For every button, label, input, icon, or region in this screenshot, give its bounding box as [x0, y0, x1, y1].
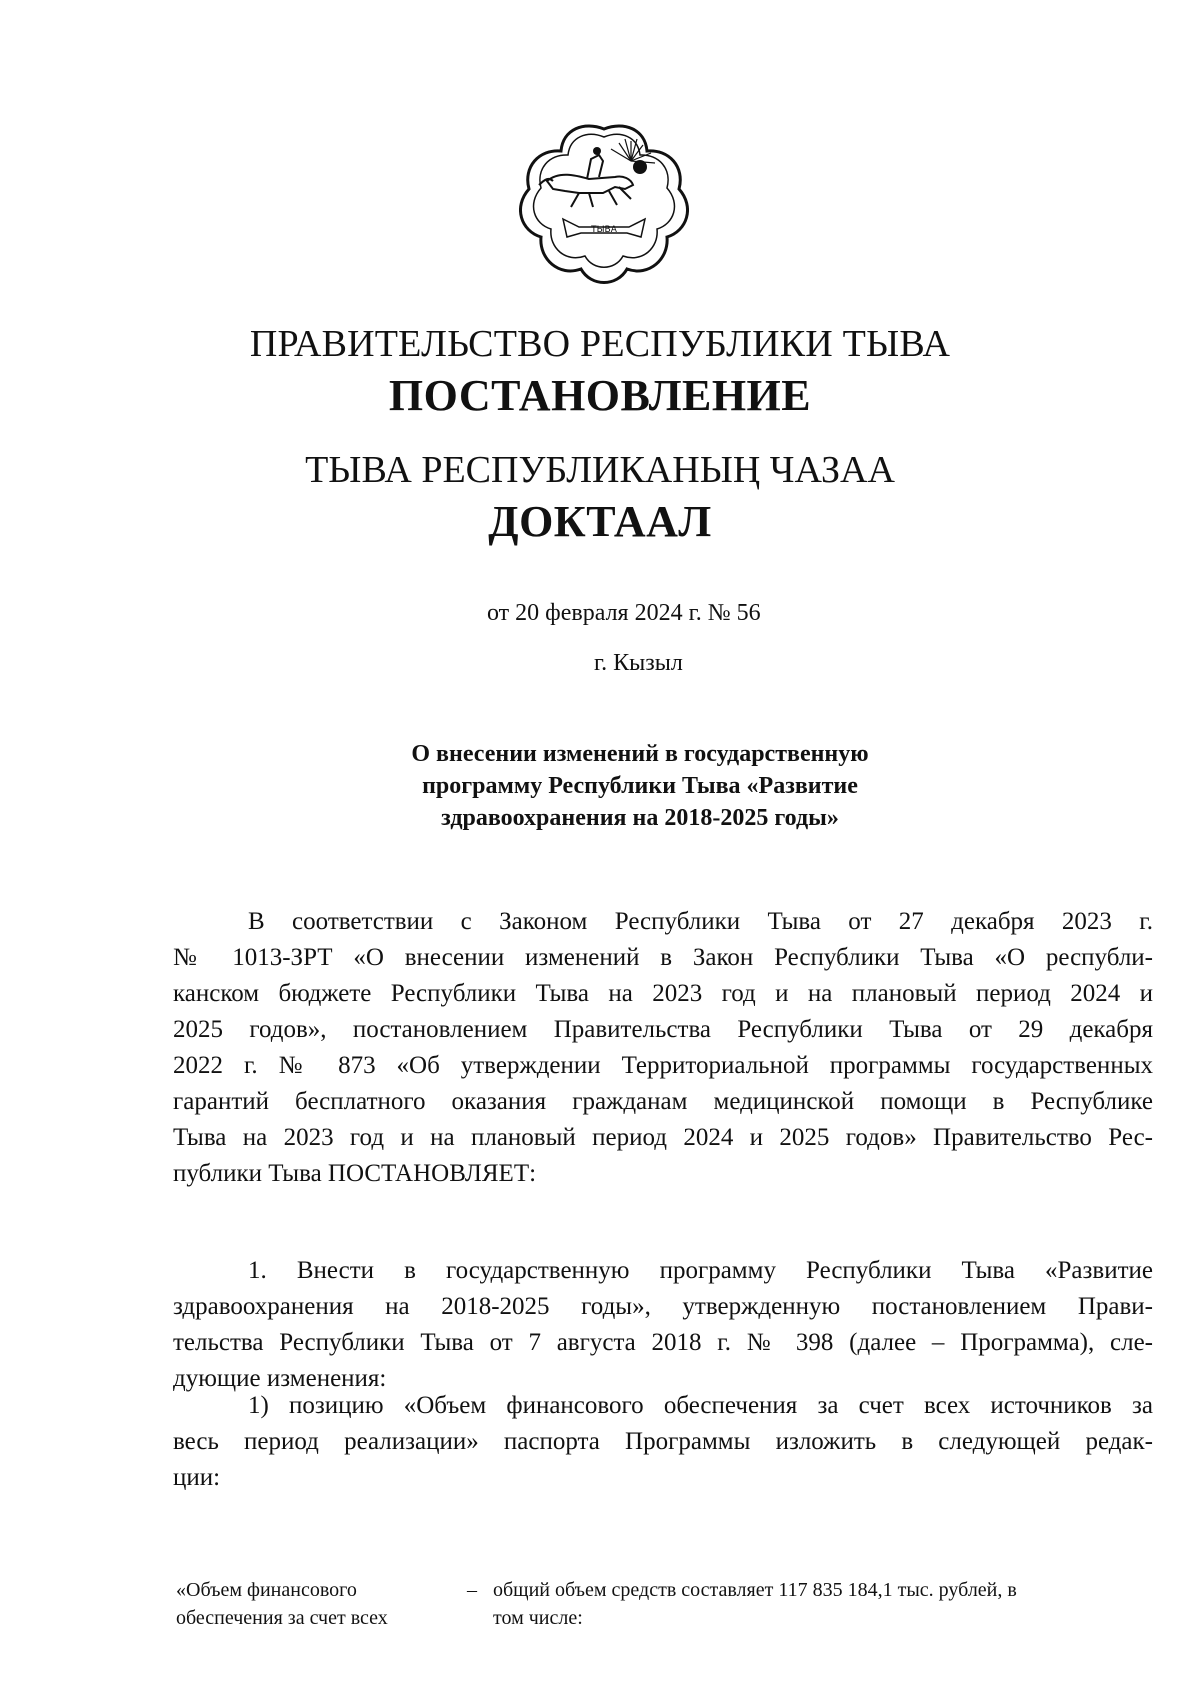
paragraph-line: 1. Внести в государственную программу Республики Тыва «Развитие — [248, 1257, 1153, 1284]
preamble-paragraph — [173, 904, 1153, 1192]
document-title — [330, 738, 950, 834]
title-line: здравоохранения на 2018-2025 годы» — [441, 805, 839, 831]
government-name-tyv: ТЫВА РЕСПУБЛИКАНЫҢ ЧАЗАА — [305, 449, 895, 491]
decree-city: г. Кызыл — [594, 650, 683, 676]
decree-title-tyv: ДОКТААЛ — [488, 497, 712, 546]
paragraph-line: ции: — [173, 1464, 221, 1491]
tuva-emblem-icon — [519, 119, 689, 284]
paragraph-line: 2025 годов», постановлением Правительства Республики Тыва от 29 декабря — [173, 1016, 1153, 1043]
paragraph-line: № 1013-ЗРТ «О внесении изменений в Закон Республики Тыва «О республи- — [173, 944, 1153, 971]
title-line: О внесении изменений в государственную — [411, 741, 869, 767]
paragraph-line: публики Тыва ПОСТАНОВЛЯЕТ: — [173, 1160, 537, 1187]
paragraph-line: здравоохранения на 2018-2025 годы», утвержденную постановлением Прави- — [173, 1293, 1153, 1320]
subitem-1-paragraph — [173, 1388, 1153, 1496]
passport-row-label — [176, 1576, 388, 1632]
paragraph-line: гарантий бесплатного оказания гражданам медицинской помощи в Республике — [173, 1088, 1153, 1115]
paragraph-line: В соответствии с Законом Республики Тыва от 27 декабря 2023 г. — [248, 908, 1153, 935]
decree-title-ru: ПОСТАНОВЛЕНИЕ — [388, 371, 812, 420]
table-cell-line: том числе: — [493, 1607, 583, 1629]
decree-date-number: от 20 февраля 2024 г. № 56 — [487, 600, 761, 626]
paragraph-line: 2022 г. № 873 «Об утверждении Территориальной программы государственных — [173, 1052, 1153, 1079]
item-1-paragraph — [173, 1253, 1153, 1397]
table-cell-line: общий объем средств составляет 117 835 184,1 тыс. рублей, в — [493, 1579, 1017, 1601]
title-line: программу Республики Тыва «Развитие — [422, 773, 858, 799]
table-cell-line: обеспечения за счет всех — [176, 1607, 388, 1629]
svg-text:ТЫВА: ТЫВА — [591, 225, 617, 235]
paragraph-line: канском бюджете Республики Тыва на 2023 год и на плановый период 2024 и — [173, 980, 1153, 1007]
paragraph-line: Тыва на 2023 год и на плановый период 2024 и 2025 годов» Правительство Рес- — [173, 1124, 1153, 1151]
table-cell-line: «Объем финансового — [176, 1579, 357, 1601]
passport-row-value — [493, 1576, 1017, 1632]
paragraph-line: весь период реализации» паспорта Программы изложить в следующей редак- — [173, 1428, 1153, 1455]
paragraph-line: тельства Республики Тыва от 7 августа 2018 г. № 398 (далее – Программа), сле- — [173, 1329, 1153, 1356]
passport-row-dash: – — [467, 1579, 477, 1601]
paragraph-line: 1) позицию «Объем финансового обеспечения за счет всех источников за — [248, 1392, 1153, 1419]
government-name-ru: ПРАВИТЕЛЬСТВО РЕСПУБЛИКИ ТЫВА — [249, 323, 951, 365]
paragraph-line: дующие изменения: — [173, 1365, 387, 1392]
